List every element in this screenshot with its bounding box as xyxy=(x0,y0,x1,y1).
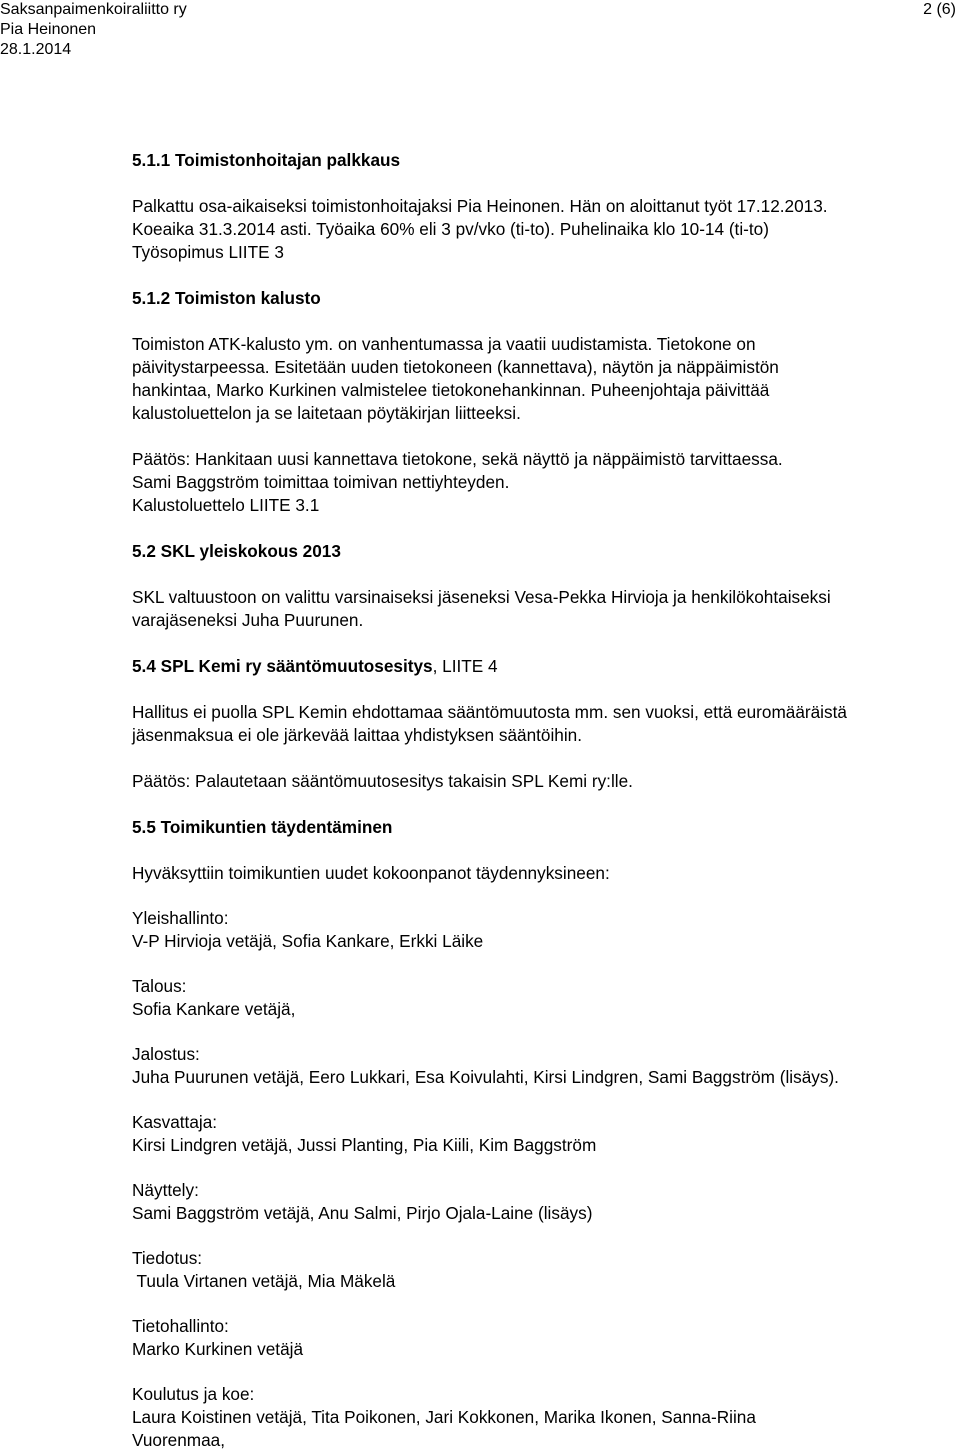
paragraph-line: kalustoluettelon ja se laitetaan pöytäkirjan liitteeksi. xyxy=(132,403,521,423)
paragraph-line: Toimiston ATK-kalusto ym. on vanhentumassa ja vaatii uudistamista. Tietokone on xyxy=(132,334,756,354)
paragraph-line: Hyväksyttiin toimikuntien uudet kokoonpanot täydennyksineen: xyxy=(132,863,610,883)
decision-line: Kalustoluettelo LIITE 3.1 xyxy=(132,495,320,515)
committee-label: Tiedotus: xyxy=(132,1248,203,1268)
paragraph-line: Hallitus ei puolla SPL Kemin ehdottamaa sääntömuutosta mm. sen vuoksi, että euromääräistä xyxy=(132,702,847,722)
committee-label: Tietohallinto: xyxy=(132,1316,229,1336)
decision-line: Sami Baggström toimittaa toimivan nettiyhteyden. xyxy=(132,472,510,492)
committee-label: Jalostus: xyxy=(132,1044,200,1064)
paragraph-line: jäsenmaksua ei ole järkevää laittaa yhdistyksen sääntöihin. xyxy=(132,725,582,745)
page-header-left xyxy=(0,0,187,60)
paragraph-line: Koeaika 31.3.2014 asti. Työaika 60% eli 3 pv/vko (ti-to). Puhelinaika klo 10-14 (ti-to) xyxy=(132,219,769,239)
committee-members: V-P Hirvioja vetäjä, Sofia Kankare, Erkki Läike xyxy=(132,931,484,951)
committee-members: Laura Koistinen vetäjä, Tita Poikonen, Jari Kokkonen, Marika Ikonen, Sanna-Riina xyxy=(132,1407,756,1427)
committee-label: Koulutus ja koe: xyxy=(132,1384,255,1404)
committee-label: Kasvattaja: xyxy=(132,1112,218,1132)
committee-members: Sofia Kankare vetäjä, xyxy=(132,999,296,1019)
author-name: Pia Heinonen xyxy=(0,21,97,38)
section-5-4-title-bold: 5.4 SPL Kemi ry sääntömuutosesitys xyxy=(132,656,433,676)
section-5-1-1-title: 5.1.1 Toimistonhoitajan palkkaus xyxy=(132,150,401,170)
committee-members: Marko Kurkinen vetäjä xyxy=(132,1339,304,1359)
paragraph-line: Työsopimus LIITE 3 xyxy=(132,242,284,262)
decision-line: Päätös: Palautetaan sääntömuutosesitys takaisin SPL Kemi ry:lle. xyxy=(132,771,633,791)
paragraph-line: SKL valtuustoon on valittu varsinaiseksi jäseneksi Vesa-Pekka Hirvioja ja henkilökohtaiseksi xyxy=(132,587,831,607)
committee-members: Kirsi Lindgren vetäjä, Jussi Planting, Pia Kiili, Kim Baggström xyxy=(132,1135,597,1155)
paragraph-line: Palkattu osa-aikaiseksi toimistonhoitajaksi Pia Heinonen. Hän on aloittanut työt 17.12.2013. xyxy=(132,196,828,216)
committee-members: Sami Baggström vetäjä, Anu Salmi, Pirjo Ojala-Laine (lisäys) xyxy=(132,1203,593,1223)
committee-members: Juha Puurunen vetäjä, Eero Lukkari, Esa Koivulahti, Kirsi Lindgren, Sami Baggström (lisäys). xyxy=(132,1067,839,1087)
committee-label: Näyttely: xyxy=(132,1180,199,1200)
paragraph-line: päivitystarpeessa. Esitetään uuden tietokoneen (kannettava), näytön ja näppäimistön xyxy=(132,357,779,377)
committee-members-continued: Vuorenmaa, xyxy=(132,1430,225,1450)
committee-label: Yleishallinto: xyxy=(132,908,229,928)
section-5-2-title: 5.2 SKL yleiskokous 2013 xyxy=(132,541,341,561)
committee-members: Tuula Virtanen vetäjä, Mia Mäkelä xyxy=(132,1271,396,1291)
section-5-4-title xyxy=(132,655,958,678)
document-body xyxy=(132,149,958,1452)
paragraph-line: varajäseneksi Juha Puurunen. xyxy=(132,610,364,630)
page-number: 2 (6) xyxy=(923,1,956,18)
section-5-4-title-attachment: , LIITE 4 xyxy=(432,656,498,676)
section-5-5-title: 5.5 Toimikuntien täydentäminen xyxy=(132,817,393,837)
document-date: 28.1.2014 xyxy=(0,41,72,58)
section-5-1-2-title: 5.1.2 Toimiston kalusto xyxy=(132,288,321,308)
committee-label: Talous: xyxy=(132,976,187,996)
org-name: Saksanpaimenkoiraliitto ry xyxy=(0,1,187,18)
decision-line: Päätös: Hankitaan uusi kannettava tietokone, sekä näyttö ja näppäimistö tarvittaessa. xyxy=(132,449,783,469)
paragraph-line: hankintaa, Marko Kurkinen valmistelee tietokonehankinnan. Puheenjohtaja päivittää xyxy=(132,380,770,400)
